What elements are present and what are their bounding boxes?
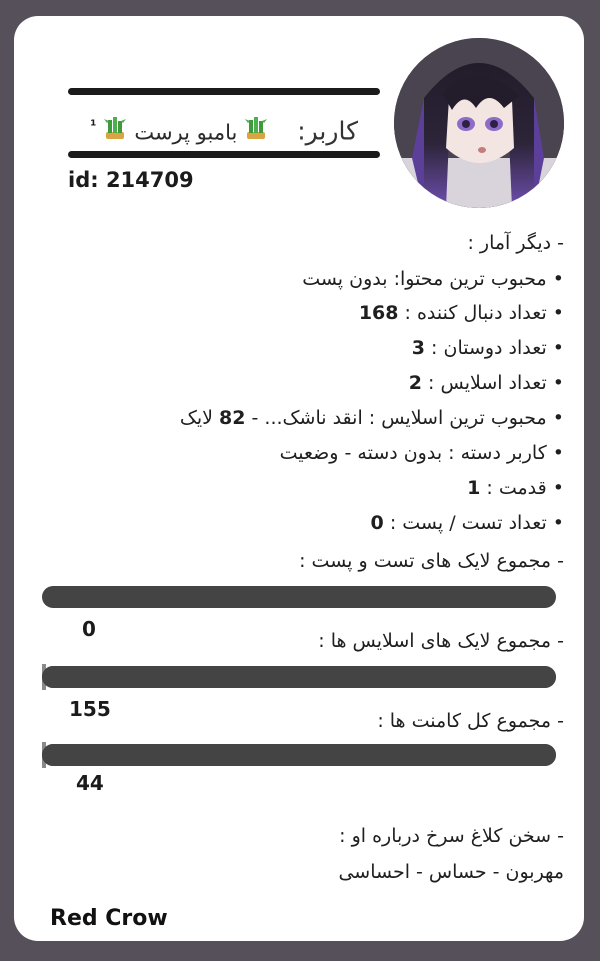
stat-value: 0 (370, 512, 384, 534)
total-comments-label: - مجموع کل کامنت ها : (377, 710, 564, 732)
stat-label: محبوب ترین محتوا: (393, 268, 547, 290)
stat-value: 82 (219, 407, 246, 429)
stat-favorite-content (302, 264, 564, 294)
slice-likes-bar-fill (42, 666, 556, 688)
stat-label[interactable]: محبوب ترین اسلایس : انقد ناشک... - (251, 407, 547, 429)
stat-value: بدون دسته - وضعیت (279, 442, 443, 464)
bullet: • (552, 477, 564, 499)
profile-card (14, 16, 584, 941)
user-id: id: 214709 (68, 168, 194, 192)
username-text[interactable]: بامبو پرست (134, 120, 238, 145)
avatar-portrait-icon (394, 38, 564, 208)
bullet: • (552, 302, 564, 324)
about-text: مهربون - حساس - احساسی (338, 861, 564, 883)
test-post-likes-value: 0 (82, 617, 96, 641)
stat-followers (359, 298, 564, 328)
username-row (68, 106, 358, 152)
avatar[interactable] (394, 38, 564, 208)
test-post-likes-bar (42, 586, 556, 608)
stat-friends (412, 333, 564, 363)
bamboo-icon (104, 112, 126, 152)
stat-suffix: لایک (179, 407, 213, 429)
stat-age (467, 473, 564, 503)
total-test-post-likes-label: - مجموع لایک های تست و پست : (299, 550, 564, 572)
username-divider-bottom (68, 151, 380, 158)
comments-bar-fill (42, 744, 556, 766)
stat-label: قدمت : (486, 477, 547, 499)
stat-label: تعداد دنبال کننده : (404, 302, 547, 324)
bullet: • (552, 337, 564, 359)
bullet: • (552, 268, 564, 290)
stat-value: 2 (408, 372, 422, 394)
user-label: کاربر: (297, 116, 358, 146)
bullet: • (552, 512, 564, 534)
stat-value: 168 (358, 302, 399, 324)
stat-value: بدون پست (302, 268, 388, 290)
username-superscript: ¹ (90, 118, 97, 134)
stat-label: تعداد دوستان : (431, 337, 547, 359)
comments-value: 44 (76, 771, 104, 795)
stat-value: 3 (411, 337, 425, 359)
stat-test-post-count (371, 508, 564, 538)
stat-label: کاربر دسته : (448, 442, 547, 464)
stat-label: تعداد تست / پست : (389, 512, 547, 534)
stat-label: تعداد اسلایس : (428, 372, 547, 394)
stat-user-category (280, 438, 564, 468)
stats-heading: - دیگر آمار : (467, 232, 564, 254)
total-slice-likes-label: - مجموع لایک های اسلایس ها : (318, 630, 564, 652)
stat-favorite-slice (180, 403, 564, 433)
bamboo-icon (245, 112, 267, 152)
about-heading: - سخن کلاغ سرخ درباره او : (339, 825, 564, 847)
slice-likes-value: 155 (69, 697, 111, 721)
stat-value: 1 (467, 477, 481, 499)
bullet: • (552, 372, 564, 394)
comments-bar (42, 744, 556, 766)
bullet: • (552, 407, 564, 429)
brand-name: Red Crow (50, 906, 168, 931)
stat-slices (409, 368, 564, 398)
bullet: • (552, 442, 564, 464)
username-divider-top (68, 88, 380, 95)
slice-likes-bar (42, 666, 556, 688)
